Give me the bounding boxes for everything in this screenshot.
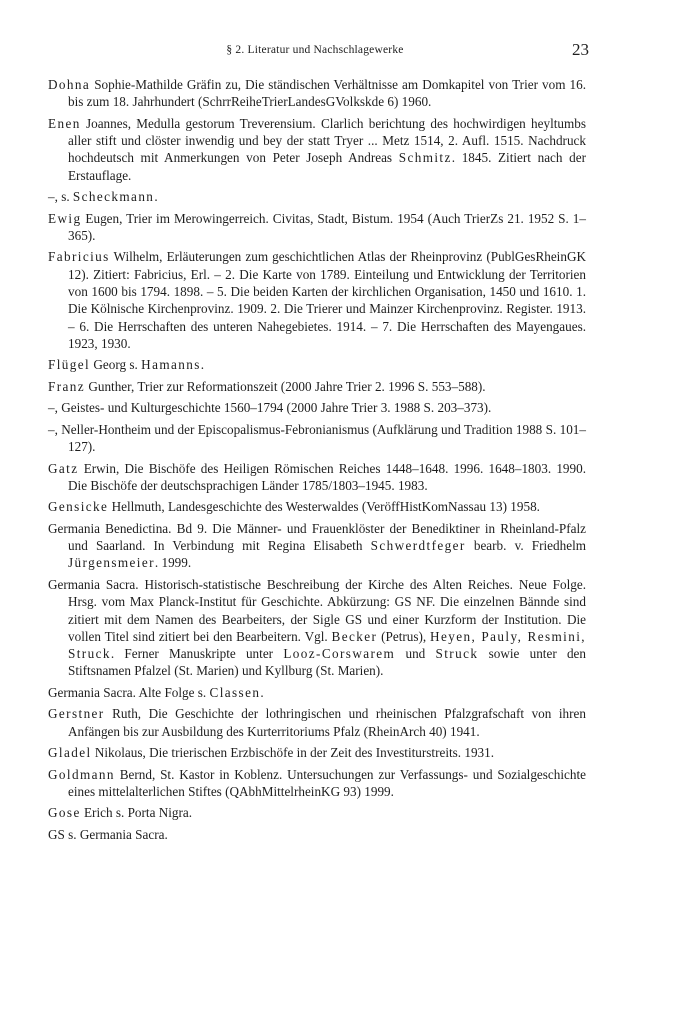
- entry-text: . 1845. Zitiert nach der Erstauflage.: [68, 150, 586, 183]
- author-name: Enen: [48, 115, 81, 131]
- entry-text: bearb. v. Friedhelm: [465, 538, 586, 554]
- bibliography-entry: [48, 460, 586, 495]
- author-name: Gatz: [48, 460, 79, 476]
- bibliography-entry: [48, 188, 586, 205]
- entry-text: Gunther, Trier zur Reformationszeit (2000 Jahre Trier 2. 1996 S. 553–588).: [85, 378, 486, 394]
- referenced-name: Schwerdtfeger: [370, 538, 466, 554]
- author-name: Ewig: [48, 210, 82, 226]
- bibliography-entry: [48, 115, 586, 184]
- entry-text: Germania Sacra. Alte Folge s.: [48, 684, 210, 700]
- entry-text: Bernd, St. Kastor in Koblenz. Untersuchungen zur Verfassungs- und Sozialgeschichte eines mittelalterlichen Stiftes (QAbhMittelrheinKG 93) 1999.: [68, 766, 586, 799]
- bibliography-entry: [48, 356, 586, 373]
- entry-text: GS s. Germania Sacra.: [48, 826, 168, 842]
- author-name: Franz: [48, 378, 86, 394]
- entry-text: Hellmuth, Landesgeschichte des Westerwaldes (VeröffHistKomNassau 13) 1958.: [108, 499, 540, 515]
- bibliography-list: [48, 76, 586, 847]
- entry-text: Georg s.: [90, 357, 142, 373]
- bibliography-entry: [48, 804, 586, 821]
- entry-text: Germania Sacra. Historisch-statistische Beschreibung der Kirche des Alten Reiches. Neue Folge. Hrsg. vom Max Planck-Institut für Geschichte. Abkürzung: GS NF. Die einzelnen Bännde sind zitiert mit dem Namen des Bearbeiters, der Sigle GS und einer Kurzform der Institution. Die vollen Titel sind zitiert bei den Bearbeitern. Vgl.: [48, 576, 586, 644]
- entry-text: Wilhelm, Erläuterungen zum geschichtlichen Atlas der Rheinprovinz (PublGesRheinGK 12). Zitiert: Fabricius, Erl. – 2. Die Karte von 1789. Einteilung und Entwicklung der Territorien von 1600 bis 1794. 1898. – 5. Die beiden Karten der kirchlichen Organisation, 1450 und 1610. 1. Die Kölnische Kirchenprovinz. 1909. 2. Die Trierer und Mainzer Kirchenprovinz. Register. 1913. – 6. Die Herrschaften des unteren Nahegebietes. 1914. – 7. Die Herrschaften des Mayengaues. 1923, 1930.: [68, 249, 586, 351]
- referenced-name: Looz-Corswarem: [283, 646, 396, 662]
- bibliography-entry: [48, 210, 586, 245]
- bibliography-entry: [48, 744, 586, 761]
- bibliography-entry: [48, 378, 586, 395]
- page-header: [46, 40, 589, 64]
- author-name: Flügel: [48, 357, 91, 373]
- author-name: Fabricius: [48, 249, 110, 265]
- referenced-name: Becker: [331, 628, 378, 644]
- entry-text: . 1999.: [154, 555, 192, 571]
- author-name: Dohna: [48, 77, 91, 92]
- referenced-name: Struck: [435, 646, 479, 662]
- running-head: § 2. Literatur und Nachschlagewerke: [226, 44, 404, 56]
- bibliography-entry: [48, 421, 586, 456]
- entry-text: –, Geistes- und Kulturgeschichte 1560–1794 (2000 Jahre Trier 3. 1988 S. 203–373).: [48, 400, 492, 416]
- bibliography-entry: [48, 705, 586, 740]
- entry-text: Germania Benedictina. Bd 9. Die Männer- und Frauenklöster der Benediktiner in Rheinland-Pfalz und Saarland. In Verbindung mit Regina Elisabeth: [48, 520, 586, 554]
- bibliography-entry: [48, 576, 586, 680]
- entry-text: Erwin, Die Bischöfe des Heiligen Römischen Reiches 1448–1648. 1996. 1648–1803. 1990. Die Bischöfe der deutschsprachigen Länder 1785/1803–1945. 1983.: [68, 460, 586, 493]
- bibliography-entry: [48, 766, 586, 801]
- entry-text: .: [154, 189, 158, 205]
- referenced-name: Jürgensmeier: [68, 555, 155, 571]
- bibliography-entry: [48, 520, 586, 572]
- entry-text: .: [260, 684, 264, 700]
- entry-text: Ruth, Die Geschichte der lothringischen und rheinischen Pfalzgrafschaft von ihren Anfängen bis zur Ausbildung des Kurterritoriums Pfalz (RheinArch 40) 1941.: [68, 706, 586, 739]
- bibliography-entry: [48, 399, 586, 416]
- referenced-name: Classen: [209, 684, 261, 700]
- author-name: Gose: [48, 805, 81, 821]
- author-name: Goldmann: [48, 766, 115, 782]
- page-number: 23: [572, 40, 589, 59]
- bibliography-entry: [48, 684, 586, 701]
- entry-text: Eugen, Trier im Merowingerreich. Civitas, Stadt, Bistum. 1954 (Auch TrierZs 21. 1952 S. 1–365).: [68, 210, 586, 243]
- entry-text: Joannes, Medulla gestorum Treverensium. Clarlich berichtung des hochwirdigen heyltumbs aller stift und clöster inwendig und bey der statt Tryer ... Metz 1514, 2. Aufl. 1515. Nachdruck hochdeutsch mit Anmerkungen von Peter Joseph Andreas: [68, 115, 586, 166]
- referenced-name: Schmitz: [398, 150, 452, 166]
- entry-text: Nikolaus, Die trierischen Erzbischöfe in der Zeit des Investiturstreits. 1931.: [91, 745, 495, 761]
- author-name: Gerstner: [48, 706, 105, 722]
- entry-text: sowie unter den Stiftsnamen Pfalzel (St. Marien) und Kyllburg (St. Marien).: [68, 646, 586, 679]
- author-name: Gladel: [48, 745, 92, 761]
- bibliography-entry: [48, 498, 586, 515]
- bibliography-entry: [48, 826, 586, 843]
- bibliography-entry: [48, 248, 586, 352]
- entry-text: .: [200, 357, 205, 373]
- entry-text: . Ferner Manuskripte unter: [110, 646, 284, 662]
- referenced-name: Hamanns: [141, 357, 201, 373]
- entry-text: –, s.: [48, 189, 73, 205]
- author-name: Gensicke: [48, 499, 109, 515]
- referenced-name: Heyen, Pauly, Resmini, Struck: [68, 628, 586, 662]
- entry-text: und: [395, 646, 436, 662]
- entry-text: –, Neller-Hontheim und der Episcopalismus-Febronianismus (Aufklärung und Tradition 1988 S. 101–127).: [48, 421, 586, 455]
- entry-text: Erich s. Porta Nigra.: [80, 805, 193, 821]
- bibliography-entry: [48, 76, 586, 111]
- entry-text: (Petrus),: [377, 628, 431, 644]
- referenced-name: Scheckmann: [72, 189, 155, 205]
- entry-text: Sophie-Mathilde Gräfin zu, Die ständischen Verhältnisse am Domkapitel von Trier vom 16. bis zum 18. Jahrhundert (SchrrReiheTrierLandesGVolkskde 6) 1960.: [68, 77, 586, 110]
